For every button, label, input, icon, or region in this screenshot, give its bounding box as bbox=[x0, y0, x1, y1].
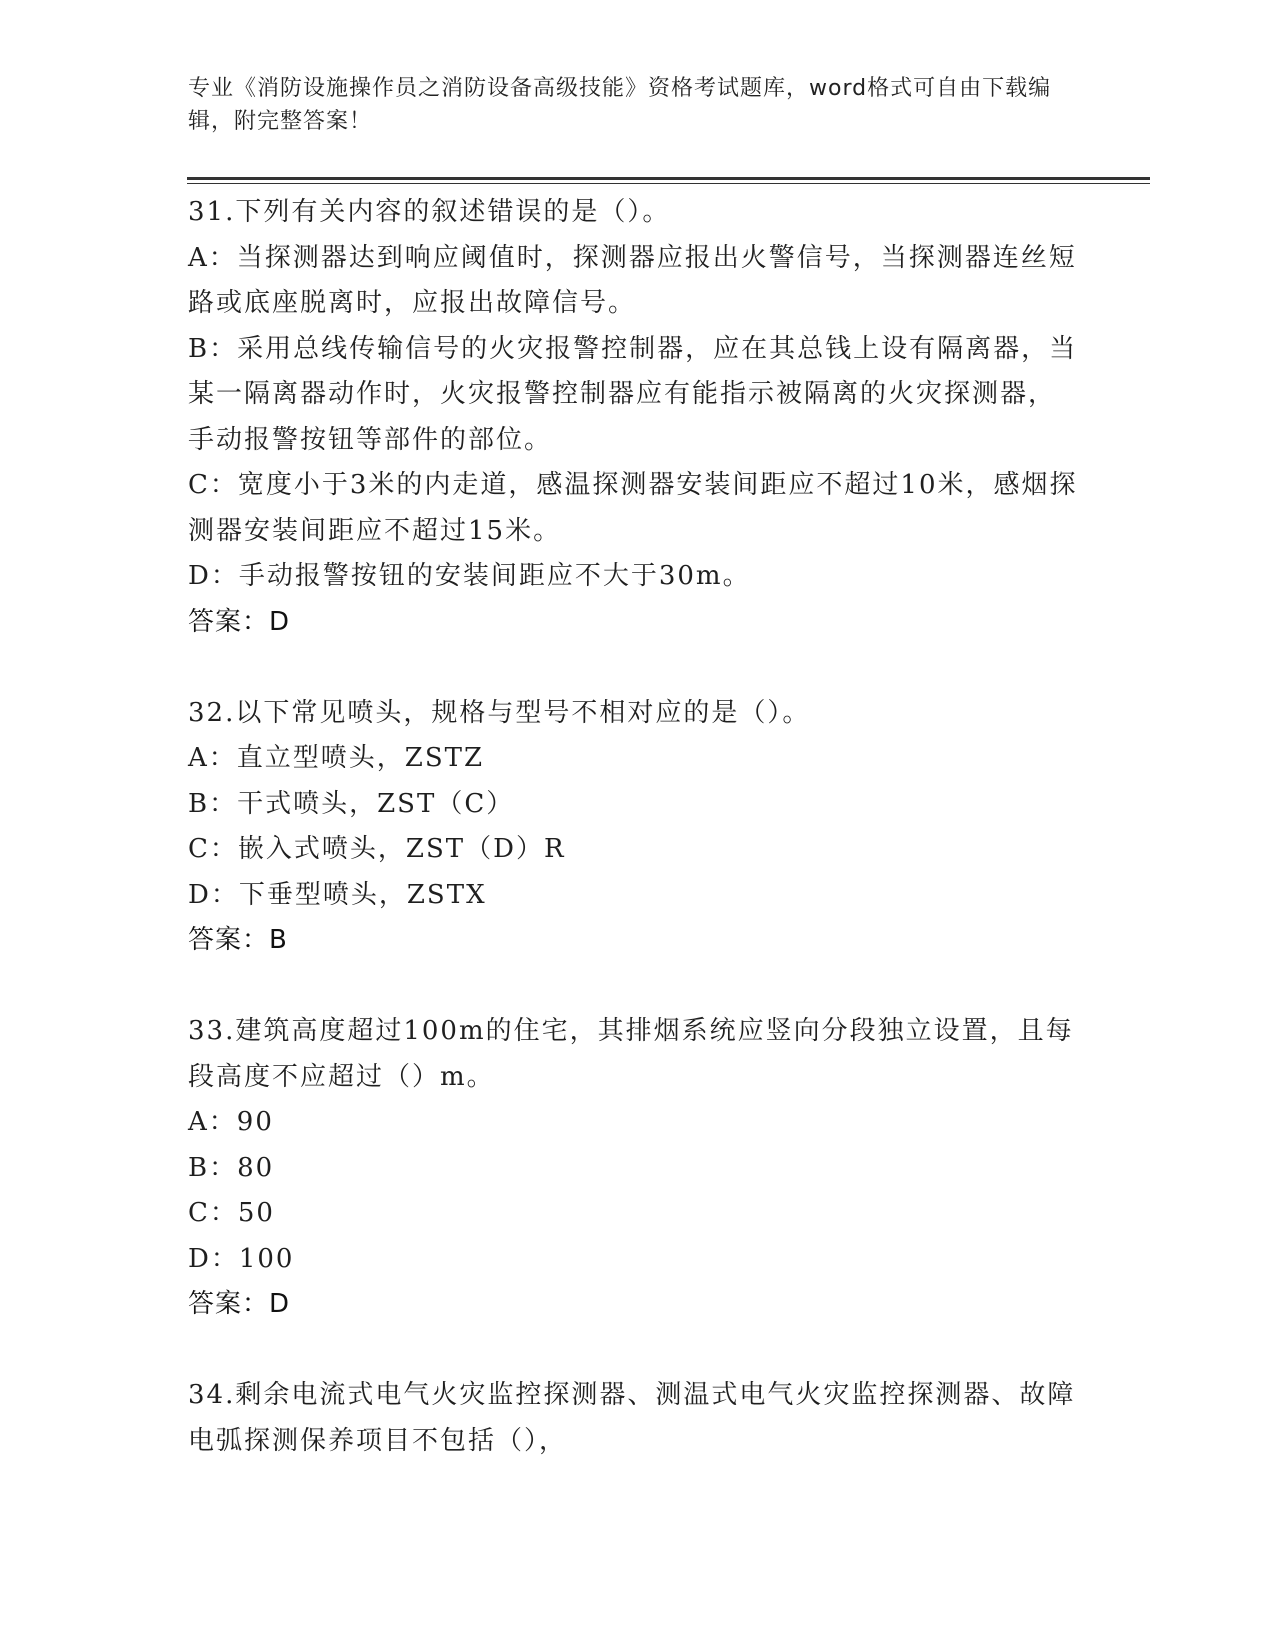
document-header: 专业《消防设施操作员之消防设备高级技能》资格考试题库，word格式可自由下载编辑，附完整答案！ bbox=[188, 76, 1052, 134]
question-33 bbox=[188, 1009, 1078, 1328]
answer-line: 答案：D bbox=[188, 1289, 291, 1319]
question-stem: 31.下列有关内容的叙述错误的是（）。 bbox=[188, 197, 671, 227]
question-stem: 34.剩余电流式电气火灾监控探测器、测温式电气火灾监控探测器、故障电弧探测保养项目不包括（）， bbox=[188, 1380, 1076, 1456]
header-rule-thick bbox=[187, 177, 1150, 180]
option-d: D：100 bbox=[188, 1243, 295, 1274]
option-c: C：嵌入式喷头，ZST（D）R bbox=[188, 834, 566, 864]
option-a: A：90 bbox=[188, 1107, 274, 1137]
answer-line: 答案：D bbox=[188, 606, 291, 637]
question-stem: 33.建筑高度超过100m的住宅，其排烟系统应竖向分段独立设置，且每段高度不应超过（）m。 bbox=[188, 1016, 1074, 1092]
header-rule-thin bbox=[187, 183, 1150, 184]
question-stem: 32.以下常见喷头，规格与型号不相对应的是（）。 bbox=[188, 697, 811, 728]
option-b: B：干式喷头，ZST（C） bbox=[188, 788, 515, 819]
option-c: C：宽度小于3米的内走道，感温探测器安装间距应不超过10米，感烟探测器安装间距应不超过15米。 bbox=[188, 470, 1078, 546]
option-d: D：手动报警按钮的安装间距应不大于30m。 bbox=[188, 561, 751, 591]
option-d: D：下垂型喷头，ZSTX bbox=[188, 879, 487, 910]
option-a: A：当探测器达到响应阈值时，探测器应报出火警信号，当探测器连丝短路或底座脱离时，应报出故障信号。 bbox=[188, 242, 1077, 318]
option-c: C：50 bbox=[188, 1198, 275, 1228]
option-b: B：采用总线传输信号的火灾报警控制器，应在其总钱上设有隔离器，当某一隔离器动作时，火灾报警控制器应有能指示被隔离的火灾探测器，手动报警按钮等部件的部位。 bbox=[188, 333, 1078, 455]
question-list bbox=[188, 190, 1078, 1510]
option-b: B：80 bbox=[188, 1152, 275, 1183]
question-31 bbox=[188, 190, 1078, 645]
question-34 bbox=[188, 1373, 1078, 1464]
option-a: A：直立型喷头，ZSTZ bbox=[188, 743, 485, 773]
question-32 bbox=[188, 691, 1078, 964]
answer-line: 答案：B bbox=[188, 925, 288, 955]
